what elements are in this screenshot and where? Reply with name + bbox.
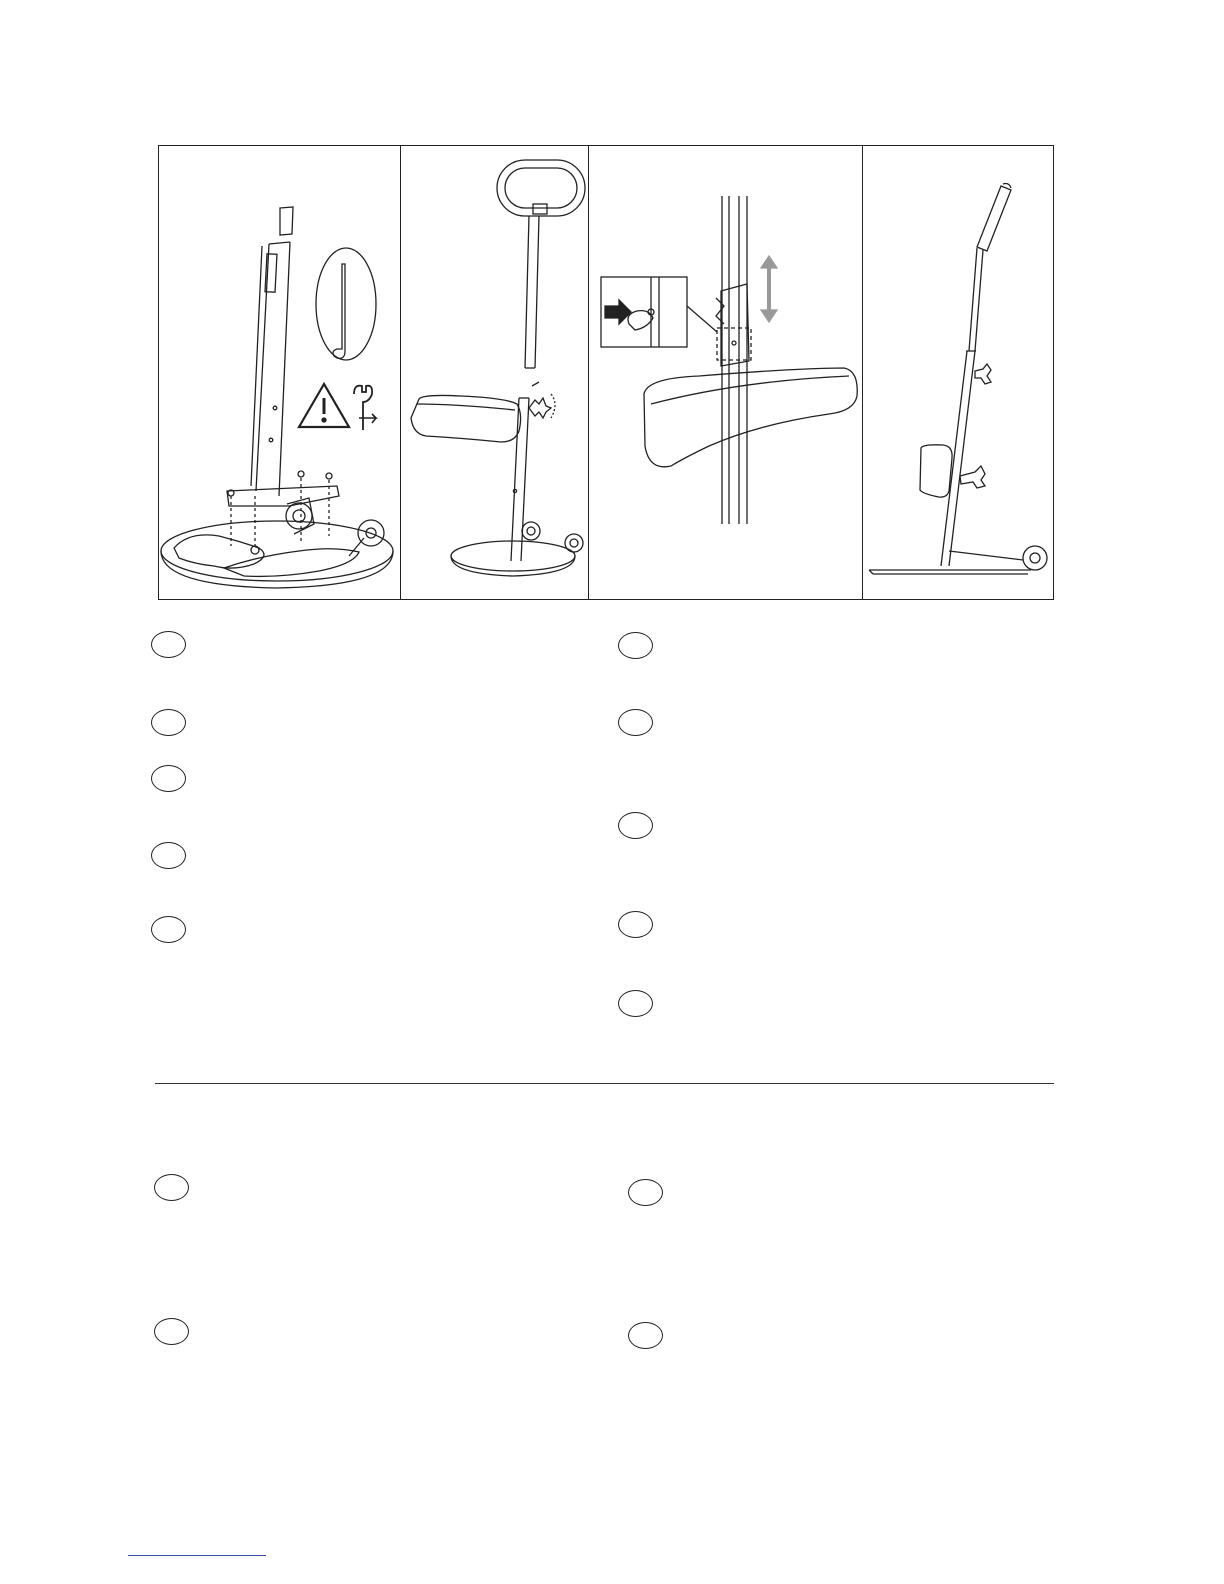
- lang-code: [619, 991, 652, 1016]
- hex-key-bubble: [316, 248, 376, 360]
- handle-grip: [977, 184, 1011, 252]
- lang-marker: [151, 631, 186, 658]
- knee-pad: [411, 395, 521, 442]
- lang-marker: [618, 990, 653, 1017]
- front-wheel: [349, 520, 384, 556]
- lang-marker: [618, 709, 653, 736]
- bracket: [227, 471, 339, 546]
- lang-code: [619, 813, 652, 838]
- lang-code: [152, 917, 185, 942]
- lang-marker: [618, 632, 653, 659]
- push-button-inset: [601, 277, 717, 347]
- lang-code: [152, 843, 185, 868]
- base-side: [869, 546, 1047, 574]
- rear-wheel: [286, 498, 314, 534]
- panel-adjustment-detail: [589, 146, 863, 599]
- lang-code: [152, 632, 185, 657]
- lang-marker: [154, 1318, 189, 1345]
- lang-code: [629, 1180, 662, 1205]
- lang-marker: [151, 916, 186, 943]
- lang-code: [619, 633, 652, 658]
- panel-handle-kneepad: [401, 146, 589, 599]
- upper-tube: [525, 216, 539, 368]
- lang-code: [155, 1319, 188, 1344]
- lang-code: [619, 710, 652, 735]
- lang-marker: [618, 911, 653, 938]
- wrench-icon: [354, 386, 376, 430]
- lang-code: [629, 1323, 662, 1348]
- lang-code: [619, 912, 652, 937]
- up-down-arrow-icon: [761, 256, 777, 322]
- pad-closeup: [644, 368, 857, 467]
- warning-triangle-icon: [299, 384, 349, 427]
- upright-tube: [251, 242, 290, 496]
- lang-code: [155, 1175, 188, 1200]
- panel-base-assembly: [159, 146, 401, 599]
- upright-column: [941, 248, 983, 566]
- star-knob: [529, 382, 555, 418]
- section-divider: [155, 1083, 1054, 1084]
- knee-pad-side: [920, 445, 952, 497]
- lang-marker: [151, 842, 186, 869]
- tube-cap: [280, 207, 293, 235]
- headrest-handle: [497, 160, 585, 216]
- lang-marker: [151, 709, 186, 736]
- clamp: [716, 284, 751, 366]
- lang-marker: [628, 1179, 663, 1206]
- lang-marker: [628, 1322, 663, 1349]
- footer-link-underline[interactable]: [128, 1555, 266, 1556]
- lang-marker: [618, 812, 653, 839]
- illustration-strip: [158, 145, 1054, 600]
- base: [451, 522, 583, 576]
- lang-marker: [154, 1174, 189, 1201]
- knob: [960, 364, 991, 488]
- lang-marker: [151, 765, 186, 792]
- lang-code: [152, 710, 185, 735]
- panel-assembled-view: [863, 146, 1053, 599]
- lang-code: [152, 766, 185, 791]
